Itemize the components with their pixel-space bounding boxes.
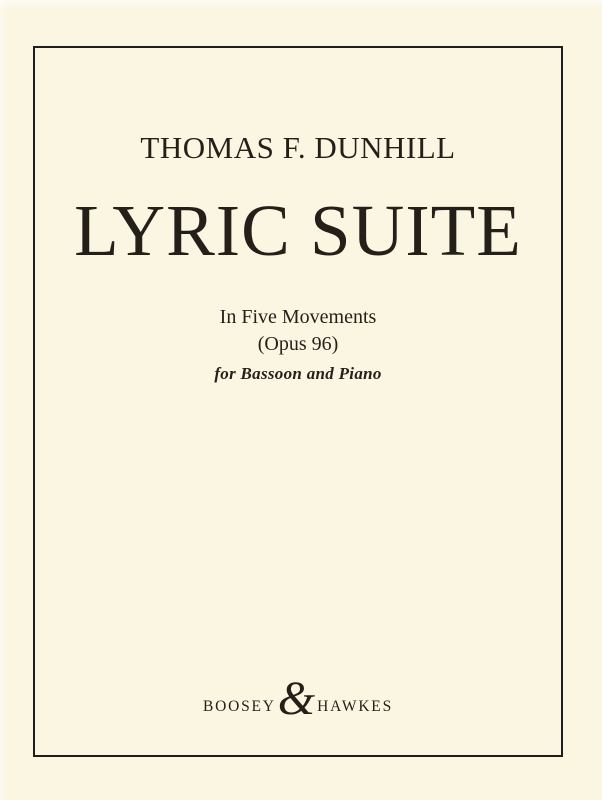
publisher-name-right: HAWKES [317,698,393,715]
publisher-name-left: BOOSEY [202,698,276,715]
publisher-logo [35,672,561,725]
publisher-ampersand-icon: & [277,672,316,725]
work-title: LYRIC SUITE [74,190,522,271]
instrumentation-line: for Bassoon and Piano [214,364,382,383]
opus-number: (Opus 96) [257,333,339,355]
cover-border-frame [33,46,563,757]
composer-name: THOMAS F. DUNHILL [140,130,456,165]
movements-subtitle: In Five Movements [219,306,377,328]
